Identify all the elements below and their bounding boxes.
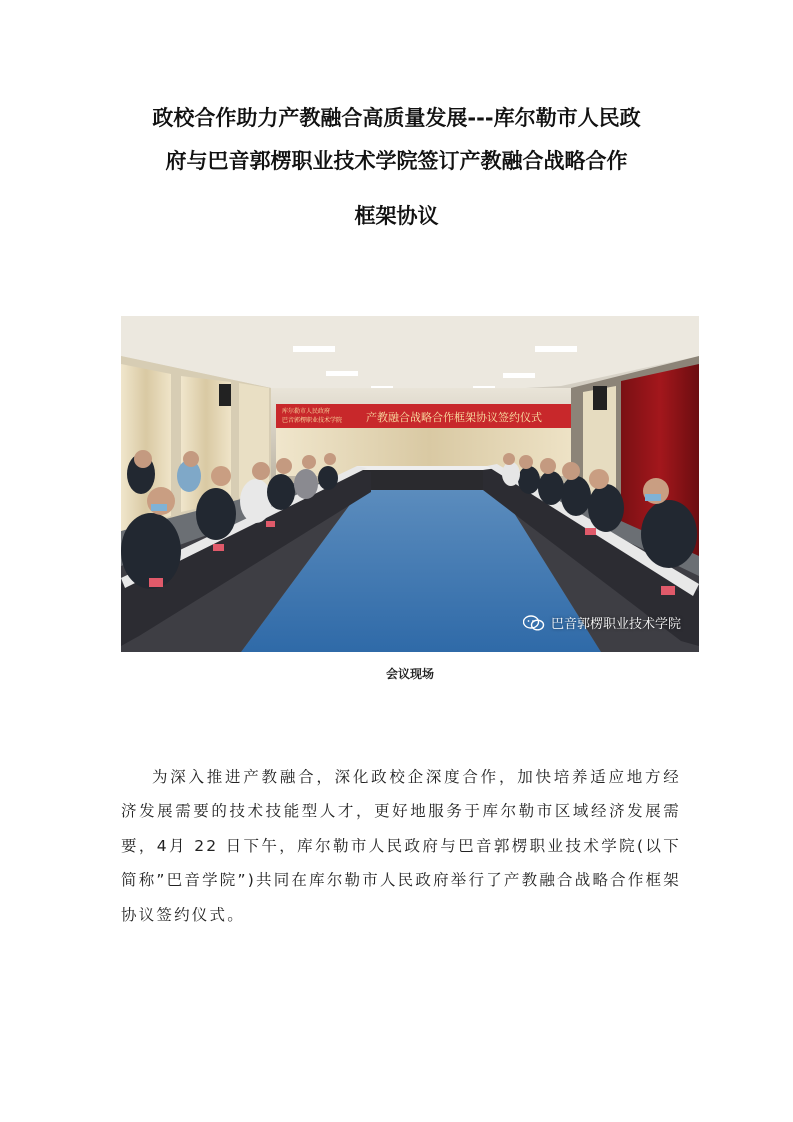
meeting-scene xyxy=(121,316,699,652)
banner-text: 产教融合战略合作框架协议签约仪式 xyxy=(366,411,542,424)
title-line-3: 框架协议 xyxy=(354,204,439,228)
wechat-icon xyxy=(523,615,545,631)
photo-watermark xyxy=(523,613,681,632)
photo-caption: 会议现场 xyxy=(385,667,434,681)
banner-small-text-1: 库尔勒市人民政府 xyxy=(282,408,331,415)
watermark-text: 巴音郭楞职业技术学院 xyxy=(550,617,681,632)
title-line-1: 政校合作助力产教融合高质量发展---库尔勒市人民政 xyxy=(152,106,641,130)
title-line-2: 府与巴音郭楞职业技术学院签订产教融合战略合作 xyxy=(165,149,628,173)
body-paragraph: 为深入推进产教融合，深化政校企深度合作，加快培养适应地方经济发展需要的技术技能型人才，更好地服务于库尔勒市区域经济发展需要，4月 22 日下午，库尔勒市人民政府与巴音郭楞职业技术学院(以下简称”巴音学院”)共同在库尔勒市人民政府举行了产教融合战略合作框架协议签约仪式。 xyxy=(121,767,681,924)
meeting-photo xyxy=(121,316,699,652)
banner-small-text-2: 巴音郭楞职业技术学院 xyxy=(282,417,343,424)
